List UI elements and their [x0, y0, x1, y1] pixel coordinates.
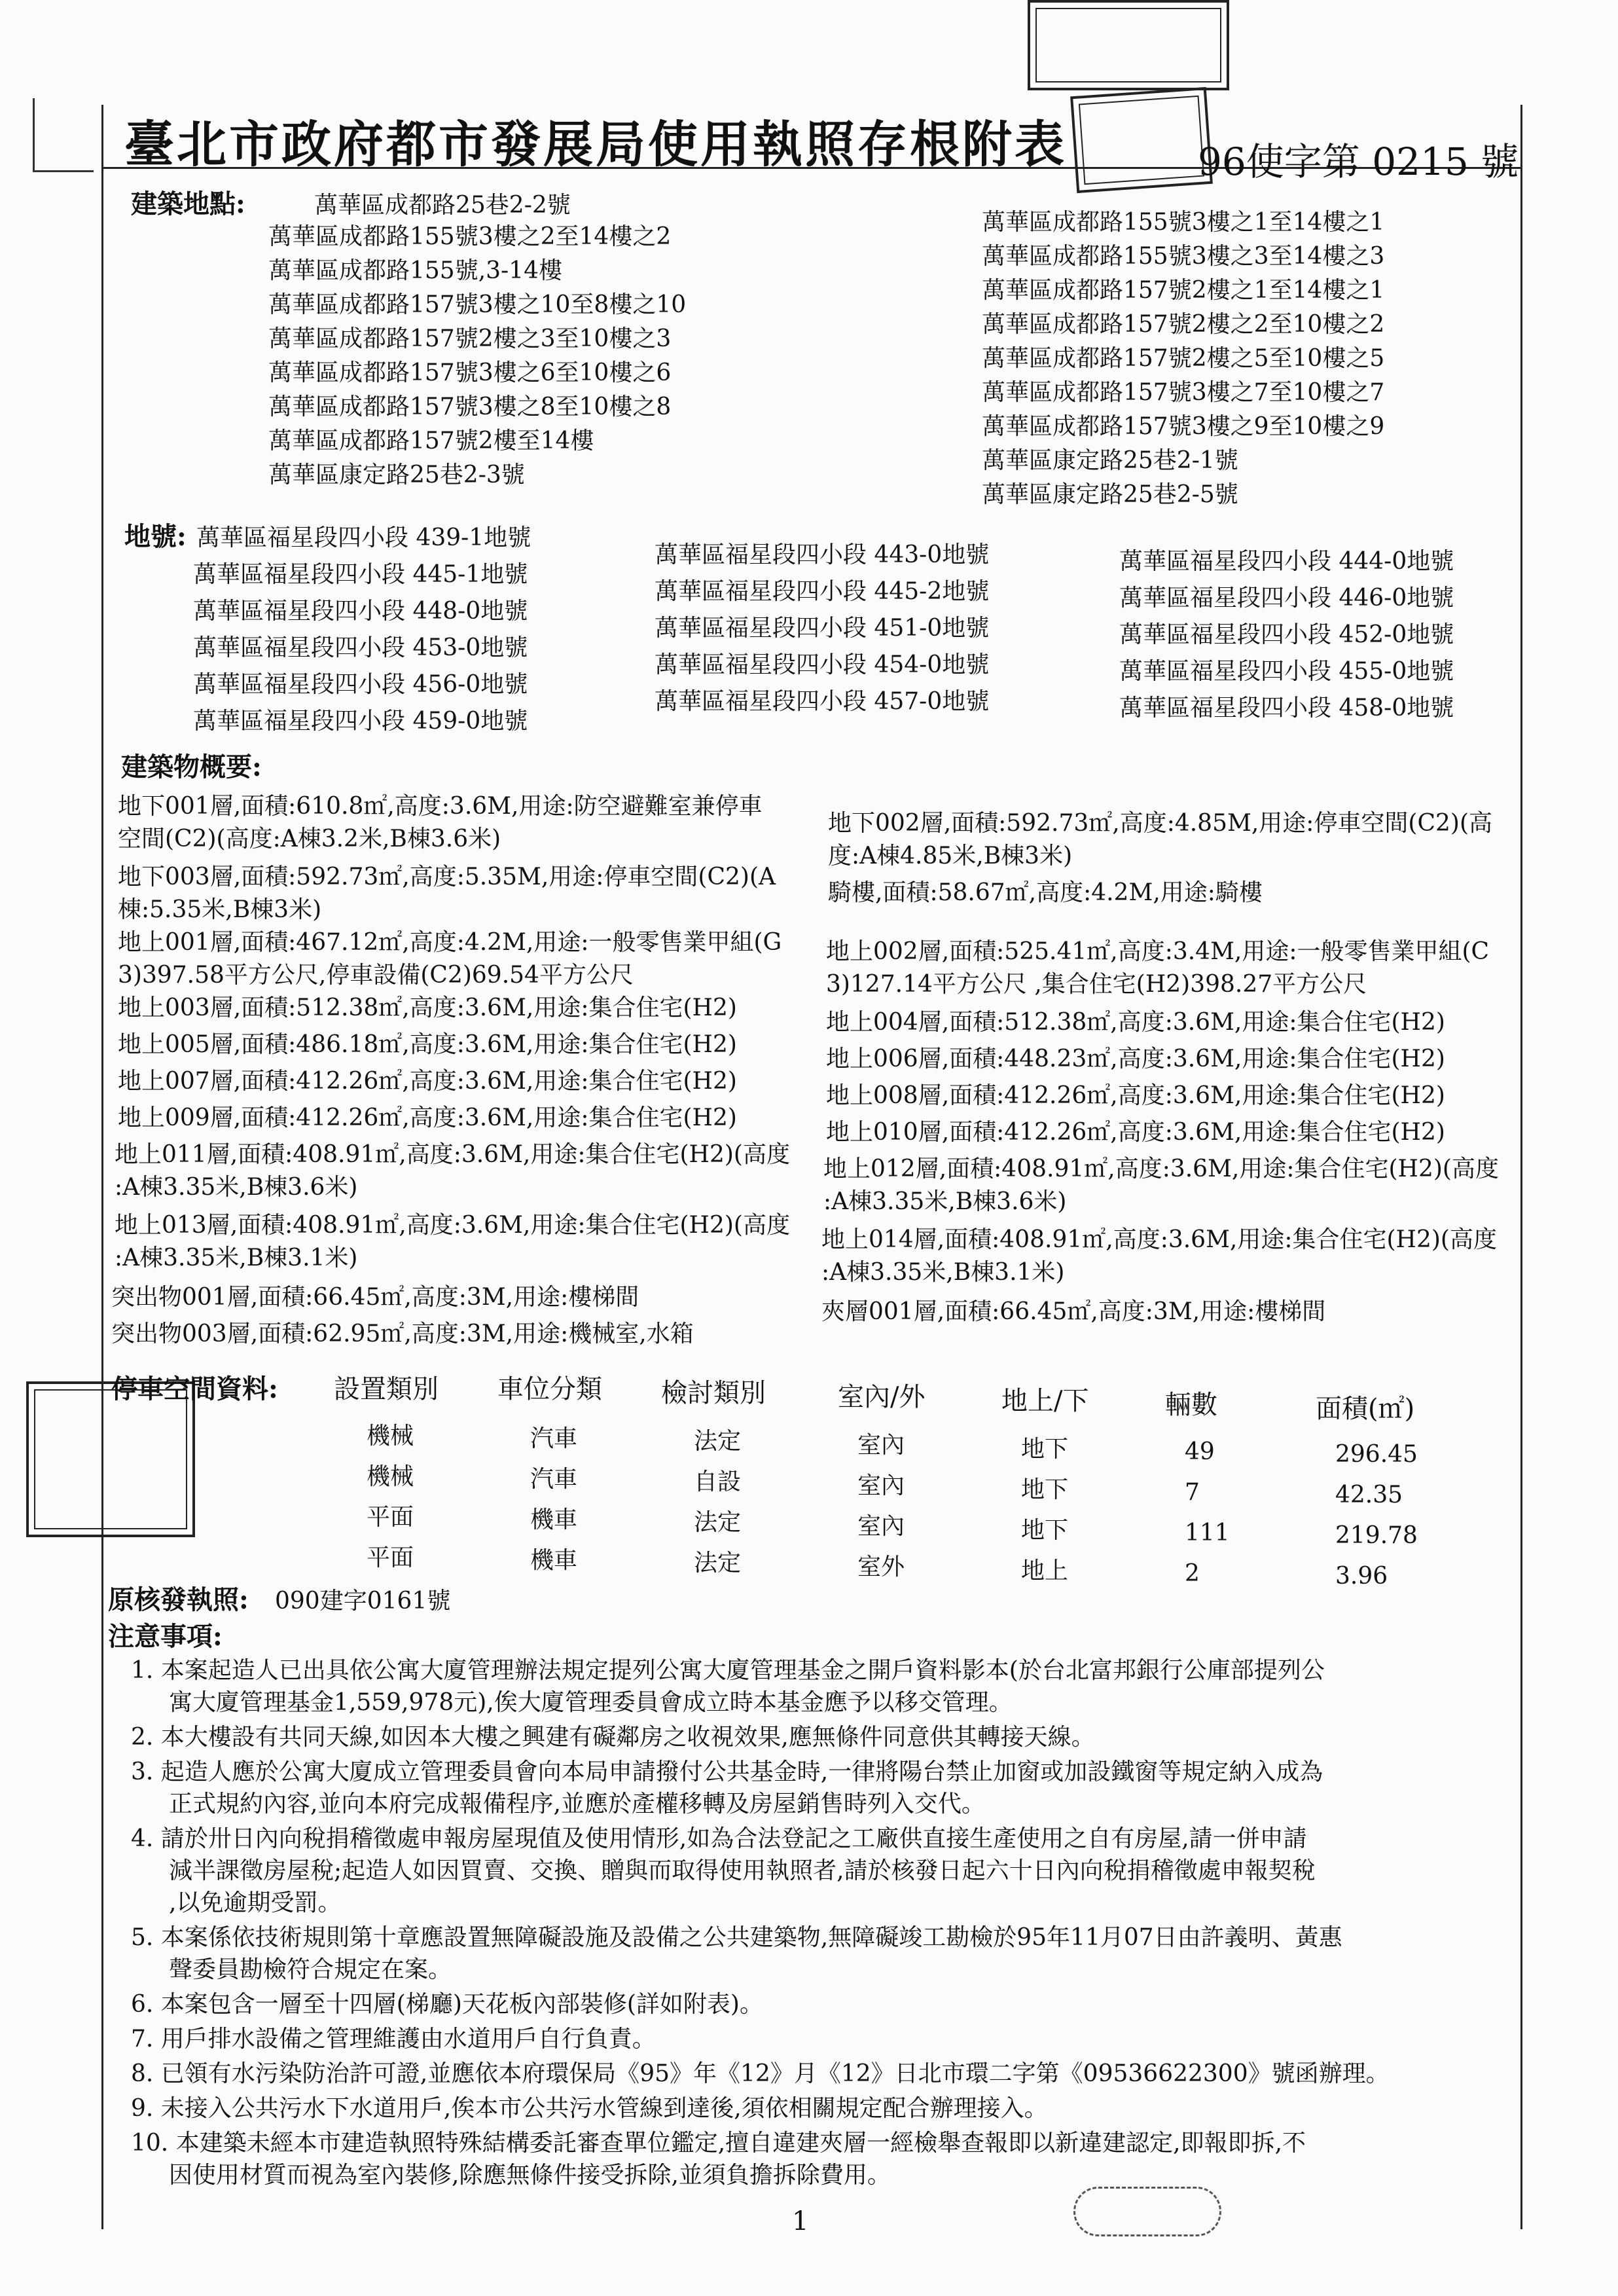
parking-cell: 機車	[530, 1547, 578, 1574]
address-line: 萬華區成都路157號2樓之1至14樓之1	[982, 277, 1385, 304]
seal-stamp-bottom	[1073, 2187, 1221, 2236]
overview-line: 地上014層,面積:408.91㎡,高度:3.6M,用途:集合住宅(H2)(高度	[821, 1226, 1497, 1253]
lot-item: 萬華區福星段四小段 446-0地號	[1119, 585, 1454, 611]
parking-cell: 7	[1185, 1479, 1200, 1506]
seal-stamp-top	[1028, 0, 1229, 90]
note-continuation: 因使用材質而視為室內裝修,除應無條件接受拆除,並須負擔拆除費用。	[169, 2162, 891, 2189]
note-continuation: 正式規約內容,並向本府完成報備程序,並應於產權移轉及房屋銷售時列入交代。	[169, 1791, 985, 1817]
parking-cell: 法定	[694, 1428, 742, 1455]
note-item: 2. 本大樓設有共同天線,如因本大樓之興建有礙鄰房之收視效果,應無條件同意供其轉接天線。	[131, 1724, 1095, 1751]
lot-item: 萬華區福星段四小段 458-0地號	[1119, 695, 1454, 721]
overview-line: :A棟3.35米,B棟3.6米)	[115, 1174, 358, 1201]
permit-number: 96使字第 0215 號	[1198, 139, 1519, 184]
parking-cell: 法定	[694, 1509, 742, 1536]
parking-header: 室內/外	[838, 1382, 926, 1412]
parking-cell: 111	[1185, 1520, 1230, 1546]
overview-line: 地下001層,面積:610.8㎡,高度:3.6M,用途:防空避難室兼停車	[118, 793, 763, 820]
notes-label: 注意事項:	[108, 1621, 223, 1652]
overview-line: 地上012層,面積:408.91㎡,高度:3.6M,用途:集合住宅(H2)(高度	[823, 1156, 1499, 1182]
address-line: 萬華區成都路157號2樓之2至10樓之2	[982, 311, 1385, 338]
parking-cell: 3.96	[1335, 1563, 1388, 1590]
note-continuation: 減半課徵房屋稅;起造人如因買賣、交換、贈與而取得使用執照者,請於核發日起六十日內向稅捐稽徵處申報契稅	[169, 1857, 1316, 1884]
overview-line: 地上008層,面積:412.26㎡,高度:3.6M,用途:集合住宅(H2)	[826, 1082, 1445, 1109]
lot-item: 萬華區福星段四小段 455-0地號	[1119, 658, 1454, 685]
note-continuation: ,以免逾期受罰。	[169, 1889, 342, 1916]
address-line: 萬華區成都路155號,3-14樓	[268, 257, 563, 284]
parking-cell: 機車	[530, 1506, 578, 1533]
overview-line: 度:A棟4.85米,B棟3米)	[828, 843, 1073, 869]
parking-cell: 機械	[367, 1463, 414, 1490]
address-line: 萬華區成都路157號2樓之5至10樓之5	[982, 345, 1385, 372]
note-item: 6. 本案包含一層至十四層(梯廳)天花板內部裝修(詳如附表)。	[131, 1991, 763, 2018]
overview-line: 突出物003層,面積:62.95㎡,高度:3M,用途:機械室,水箱	[111, 1321, 694, 1347]
parking-cell: 2	[1185, 1560, 1200, 1587]
lot-first: 萬華區福星段四小段 439-1地號	[196, 524, 531, 551]
note-item: 3. 起造人應於公寓大廈成立管理委員會向本局申請撥付公共基金時,一律將陽台禁止加窗或加設鐵窗等規定納入成為	[131, 1758, 1323, 1785]
parking-cell: 汽車	[530, 1466, 578, 1493]
lot-item: 萬華區福星段四小段 456-0地號	[193, 671, 528, 698]
overview-line: 地下002層,面積:592.73㎡,高度:4.85M,用途:停車空間(C2)(高	[828, 810, 1492, 837]
overview-label: 建築物概要:	[121, 752, 262, 782]
note-item: 4. 請於卅日內向稅捐稽徵處申報房屋現值及使用情形,如為合法登記之工廠供直接生產使用之自有房屋,請一併申請	[131, 1825, 1307, 1852]
parking-cell: 42.35	[1335, 1482, 1403, 1508]
parking-header: 檢討類別	[661, 1378, 766, 1408]
address-line: 萬華區成都路157號3樓之9至10樓之9	[982, 413, 1385, 440]
parking-cell: 機械	[367, 1423, 414, 1449]
parking-cell: 49	[1185, 1438, 1215, 1465]
seal-stamp-title	[1070, 87, 1213, 193]
lot-item: 萬華區福星段四小段 444-0地號	[1119, 548, 1454, 575]
lot-item: 萬華區福星段四小段 453-0地號	[193, 634, 528, 661]
lot-item: 萬華區福星段四小段 451-0地號	[655, 615, 990, 642]
overview-line: 地上011層,面積:408.91㎡,高度:3.6M,用途:集合住宅(H2)(高度	[115, 1141, 790, 1168]
overview-line: 地上007層,面積:412.26㎡,高度:3.6M,用途:集合住宅(H2)	[118, 1068, 737, 1095]
page-title: 臺北市政府都市發展局使用執照存根附表	[124, 115, 1067, 173]
page-number: 1	[792, 2206, 809, 2236]
original-permit-label: 原核發執照:	[108, 1584, 249, 1615]
parking-cell: 296.45	[1335, 1441, 1418, 1468]
note-item: 10. 本建築未經本市建造執照特殊結構委託審查單位鑑定,擅自違建夾層一經檢舉查報即以新違建認定,即報即拆,不	[131, 2130, 1306, 2157]
overview-line: 地上003層,面積:512.38㎡,高度:3.6M,用途:集合住宅(H2)	[118, 994, 737, 1021]
address-line: 萬華區成都路155號3樓之1至14樓之1	[982, 209, 1385, 236]
overview-line: 棟:5.35米,B棟3米)	[118, 896, 322, 923]
overview-line: :A棟3.35米,B棟3.1米)	[115, 1245, 358, 1271]
lot-item: 萬華區福星段四小段 457-0地號	[655, 688, 990, 715]
parking-header: 地上/下	[1001, 1386, 1089, 1416]
address-line: 萬華區成都路157號2樓之3至10樓之3	[268, 325, 672, 352]
lot-item: 萬華區福星段四小段 443-0地號	[655, 541, 990, 568]
overview-line: 地上013層,面積:408.91㎡,高度:3.6M,用途:集合住宅(H2)(高度	[115, 1212, 790, 1239]
overview-line: 地上001層,面積:467.12㎡,高度:4.2M,用途:一般零售業甲組(G	[118, 929, 782, 956]
parking-cell: 室外	[857, 1554, 905, 1580]
parking-cell: 平面	[367, 1504, 414, 1531]
parking-header: 設置類別	[334, 1374, 439, 1404]
note-item: 1. 本案起造人已出具依公寓大廈管理辦法規定提列公寓大廈管理基金之開戶資料影本(於台北富邦銀行公庫部提列公	[131, 1657, 1325, 1684]
parking-header: 車位分類	[497, 1374, 602, 1404]
lot-item: 萬華區福星段四小段 448-0地號	[193, 598, 528, 625]
overview-line: 地下003層,面積:592.73㎡,高度:5.35M,用途:停車空間(C2)(A	[118, 864, 776, 890]
address-first: 萬華區成都路25巷2-2號	[314, 192, 571, 219]
note-continuation: 聲委員勘檢符合規定在案。	[169, 1956, 452, 1983]
overview-line: 3)397.58平方公尺,停車設備(C2)69.54平方公尺	[118, 962, 634, 989]
parking-cell: 汽車	[530, 1425, 578, 1452]
overview-line: :A棟3.35米,B棟3.1米)	[821, 1259, 1065, 1286]
overview-line: 地上005層,面積:486.18㎡,高度:3.6M,用途:集合住宅(H2)	[118, 1031, 737, 1058]
overview-line: :A棟3.35米,B棟3.6米)	[823, 1188, 1067, 1215]
parking-header: 面積(㎡)	[1316, 1394, 1415, 1424]
parking-cell: 地下	[1021, 1436, 1069, 1463]
address-line: 萬華區康定路25巷2-5號	[982, 481, 1238, 508]
parking-cell: 219.78	[1335, 1522, 1418, 1549]
lot-item: 萬華區福星段四小段 459-0地號	[193, 708, 528, 735]
parking-cell: 平面	[367, 1544, 414, 1571]
mark-top-left	[33, 98, 94, 172]
parking-cell: 地上	[1021, 1558, 1069, 1584]
addresses-label: 建築地點:	[131, 189, 245, 219]
overview-line: 空間(C2)(高度:A棟3.2米,B棟3.6米)	[118, 826, 501, 852]
parking-cell: 室內	[857, 1472, 905, 1499]
overview-line: 地上002層,面積:525.41㎡,高度:3.4M,用途:一般零售業甲組(C	[826, 938, 1490, 965]
address-line: 萬華區成都路155號3樓之3至14樓之3	[982, 243, 1385, 270]
seal-stamp-left	[26, 1381, 195, 1537]
address-line: 萬華區康定路25巷2-3號	[268, 462, 525, 488]
parking-label: 停車空間資料:	[111, 1374, 278, 1404]
parking-cell: 自設	[694, 1468, 742, 1495]
overview-line: 地上009層,面積:412.26㎡,高度:3.6M,用途:集合住宅(H2)	[118, 1104, 737, 1131]
parking-header: 輛數	[1165, 1390, 1217, 1420]
parking-cell: 室內	[857, 1513, 905, 1540]
overview-line: 突出物001層,面積:66.45㎡,高度:3M,用途:樓梯間	[111, 1284, 639, 1311]
note-continuation: 寓大廈管理基金1,559,978元),俟大廈管理委員會成立時本基金應予以移交管理。	[169, 1689, 1013, 1716]
address-line: 萬華區成都路157號2樓至14樓	[268, 428, 594, 454]
overview-line: 地上010層,面積:412.26㎡,高度:3.6M,用途:集合住宅(H2)	[826, 1119, 1445, 1146]
overview-line: 夾層001層,面積:66.45㎡,高度:3M,用途:樓梯間	[821, 1298, 1326, 1325]
address-line: 萬華區成都路157號3樓之7至10樓之7	[982, 379, 1385, 406]
address-line: 萬華區成都路155號3樓之2至14樓之2	[268, 223, 672, 250]
overview-line: 地上004層,面積:512.38㎡,高度:3.6M,用途:集合住宅(H2)	[826, 1009, 1445, 1036]
original-permit-value: 090建字0161號	[275, 1588, 451, 1614]
lot-item: 萬華區福星段四小段 445-1地號	[193, 561, 528, 588]
parking-cell: 地下	[1021, 1517, 1069, 1544]
parking-cell: 地下	[1021, 1476, 1069, 1503]
note-item: 7. 用戶排水設備之管理維護由水道用戶自行負責。	[131, 2026, 656, 2052]
parking-cell: 法定	[694, 1550, 742, 1576]
overview-line: 3)127.14平方公尺 ,集合住宅(H2)398.27平方公尺	[826, 971, 1367, 998]
lot-item: 萬華區福星段四小段 452-0地號	[1119, 621, 1454, 648]
address-line: 萬華區成都路157號3樓之10至8樓之10	[268, 291, 687, 318]
parking-cell: 室內	[857, 1432, 905, 1459]
overview-line: 騎樓,面積:58.67㎡,高度:4.2M,用途:騎樓	[828, 879, 1263, 906]
note-item: 9. 未接入公共污水下水道用戶,俟本市公共污水管線到達後,須依相關規定配合辦理接入。	[131, 2095, 1048, 2122]
lot-item: 萬華區福星段四小段 454-0地號	[655, 651, 990, 678]
address-line: 萬華區成都路157號3樓之6至10樓之6	[268, 359, 672, 386]
overview-line: 地上006層,面積:448.23㎡,高度:3.6M,用途:集合住宅(H2)	[826, 1046, 1445, 1072]
note-item: 5. 本案係依技術規則第十章應設置無障礙設施及設備之公共建築物,無障礙竣工勘檢於95年11月07日由許義明、黃惠	[131, 1924, 1342, 1951]
address-line: 萬華區康定路25巷2-1號	[982, 447, 1238, 474]
note-item: 8. 已領有水污染防治許可證,並應依本府環保局《95》年《12》月《12》日北市環二字第《09536622300》號函辦理。	[131, 2060, 1390, 2087]
lots-label: 地號:	[124, 521, 187, 552]
lot-item: 萬華區福星段四小段 445-2地號	[655, 578, 990, 605]
address-line: 萬華區成都路157號3樓之8至10樓之8	[268, 393, 672, 420]
